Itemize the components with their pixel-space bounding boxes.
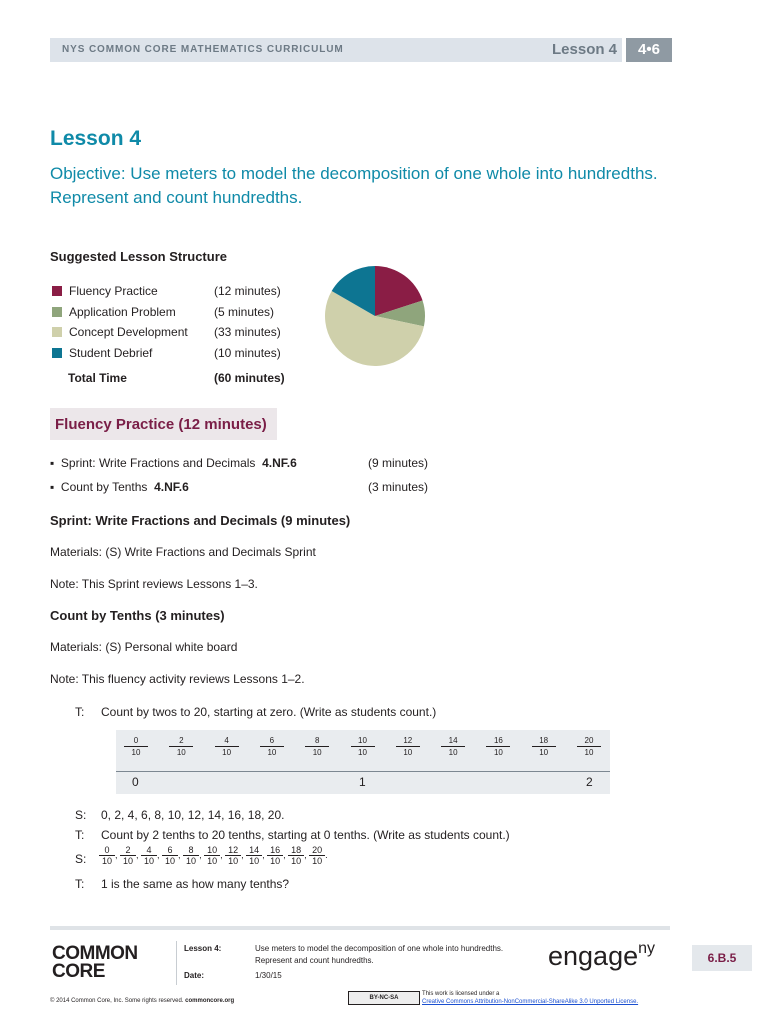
page-title: Lesson 4 [50, 127, 142, 150]
structure-minutes: (33 minutes) [214, 325, 281, 339]
copyright-site: commoncore.org [185, 998, 235, 1004]
separator: , [241, 849, 247, 860]
speaker-students: S: [75, 852, 87, 866]
number-line-fraction: $\frac{16}{10}$ [486, 736, 510, 757]
teacher-line: Count by twos to 20, starting at zero. (Write as students count.) [101, 705, 437, 719]
footer-bar [50, 926, 670, 930]
number-line-fraction: $\frac{6}{10}$ [260, 736, 284, 757]
curriculum-title: NYS COMMON CORE MATHEMATICS CURRICULUM [62, 44, 344, 55]
separator: . [325, 849, 328, 860]
footer-lesson-text: Represent and count hundredths. [255, 956, 374, 965]
structure-item [52, 305, 176, 319]
number-line-fraction: $\frac{0}{10}$ [124, 736, 148, 757]
legend-swatch [52, 348, 62, 358]
license-text [422, 990, 638, 1006]
footer-lesson-text: Use meters to model the decomposition of one whole into hundredths. [255, 944, 504, 953]
whole-label: 2 [586, 775, 593, 789]
number-line [116, 771, 610, 772]
copyright [50, 998, 234, 1004]
structure-heading: Suggested Lesson Structure [50, 249, 227, 264]
separator: , [157, 849, 163, 860]
bullet-standard: 4.NF.6 [262, 456, 297, 470]
speaker-teacher: T: [75, 705, 85, 719]
cc-license-badge: BY-NC-SA [348, 991, 420, 1005]
separator: , [199, 849, 205, 860]
separator: , [115, 849, 121, 860]
number-line-fraction: $\frac{18}{10}$ [532, 736, 556, 757]
module-badge: 4•6 [626, 38, 672, 62]
license-link[interactable]: Creative Commons Attribution-NonCommercial-ShareAlike 3.0 Unported License. [422, 999, 639, 1005]
structure-item [52, 346, 152, 360]
number-line-fraction: $\frac{12}{10}$ [396, 736, 420, 757]
teacher-line: Count by 2 tenths to 20 tenths, starting at 0 tenths. (Write as students count.) [101, 828, 510, 842]
logo-line: CORE [52, 961, 105, 982]
separator: , [136, 849, 142, 860]
speaker-students: S: [75, 808, 87, 822]
total-minutes: (60 minutes) [214, 371, 285, 385]
bullet-minutes: (3 minutes) [368, 480, 429, 494]
logo-line: COMMON [52, 943, 138, 964]
number-line-fraction: $\frac{2}{10}$ [169, 736, 193, 757]
fluency-bullet: ▪ Sprint: Write Fractions and Decimals 4.NF.6 [50, 456, 297, 470]
student-fraction-sequence [99, 845, 328, 866]
legend-swatch [52, 307, 62, 317]
whole-label: 0 [132, 775, 139, 789]
structure-label: Fluency Practice [69, 284, 158, 298]
number-line-fraction: $\frac{10}{10}$ [351, 736, 375, 757]
structure-minutes: (12 minutes) [214, 284, 281, 298]
student-fraction: $\frac{2}{10}$ [120, 845, 136, 866]
structure-label: Student Debrief [69, 346, 153, 360]
logo-text: engage [548, 941, 639, 971]
footer-date: 1/30/15 [255, 971, 282, 980]
student-fraction: $\frac{0}{10}$ [99, 845, 115, 866]
student-fraction: $\frac{10}{10}$ [204, 845, 220, 866]
structure-label: Application Problem [69, 305, 176, 319]
student-fraction: $\frac{12}{10}$ [225, 845, 241, 866]
sprint-note: Note: This Sprint reviews Lessons 1–3. [50, 577, 258, 591]
footer-date-label: Date: [184, 971, 205, 980]
student-fraction: $\frac{14}{10}$ [246, 845, 262, 866]
license-line: This work is licensed under a [422, 991, 500, 997]
legend-swatch [52, 286, 62, 296]
student-fraction: $\frac{16}{10}$ [267, 845, 283, 866]
common-core-logo [52, 945, 138, 981]
copyright-text: © 2014 Common Core, Inc. Some rights reserved. [50, 998, 184, 1004]
count-materials: Materials: (S) Personal white board [50, 640, 238, 654]
sprint-materials: Materials: (S) Write Fractions and Decimals Sprint [50, 545, 316, 559]
count-heading: Count by Tenths (3 minutes) [50, 608, 225, 623]
fluency-heading: Fluency Practice (12 minutes) [55, 416, 267, 433]
whole-label: 1 [359, 775, 366, 789]
separator: , [178, 849, 184, 860]
separator: , [220, 849, 226, 860]
separator: , [304, 849, 310, 860]
count-note: Note: This fluency activity reviews Lessons 1–2. [50, 672, 305, 686]
bullet-text: Count by Tenths [60, 480, 148, 494]
speaker-teacher: T: [75, 877, 85, 891]
number-line-fraction: $\frac{14}{10}$ [441, 736, 465, 757]
total-label: Total Time [68, 371, 127, 385]
structure-label: Concept Development [69, 325, 188, 339]
student-fraction: $\frac{18}{10}$ [288, 845, 304, 866]
logo-text: ny [638, 940, 656, 957]
student-fraction: $\frac{4}{10}$ [141, 845, 157, 866]
sprint-heading: Sprint: Write Fractions and Decimals (9 minutes) [50, 513, 351, 528]
number-line-fraction: $\frac{4}{10}$ [215, 736, 239, 757]
structure-minutes: (5 minutes) [214, 305, 275, 319]
number-line-fraction: $\frac{8}{10}$ [305, 736, 329, 757]
bullet-standard: 4.NF.6 [154, 480, 189, 494]
structure-item [52, 284, 158, 298]
structure-item [52, 325, 188, 339]
bullet-text: Sprint: Write Fractions and Decimals [60, 456, 256, 470]
lesson-structure-pie [324, 265, 426, 367]
objective: Objective: Use meters to model the decomposition of one whole into hundredths. Represent and count hundredths. [50, 164, 658, 207]
student-fraction: $\frac{20}{10}$ [309, 845, 325, 866]
separator: , [262, 849, 268, 860]
fluency-bullet: ▪ Count by Tenths 4.NF.6 [50, 480, 189, 494]
legend-swatch [52, 327, 62, 337]
structure-minutes: (10 minutes) [214, 346, 281, 360]
page-number: 6.B.5 [692, 945, 752, 971]
student-line: 0, 2, 4, 6, 8, 10, 12, 14, 16, 18, 20. [101, 808, 285, 822]
footer-lesson-label: Lesson 4: [184, 944, 222, 953]
engageny-logo [548, 940, 655, 972]
student-fraction: $\frac{6}{10}$ [162, 845, 178, 866]
footer-divider [176, 941, 177, 985]
number-line-fraction: $\frac{20}{10}$ [577, 736, 601, 757]
student-fraction: $\frac{8}{10}$ [183, 845, 199, 866]
separator: , [283, 849, 289, 860]
speaker-teacher: T: [75, 828, 85, 842]
header-lesson: Lesson 4 [552, 41, 618, 58]
bullet-minutes: (9 minutes) [368, 456, 429, 470]
teacher-line: 1 is the same as how many tenths? [101, 877, 290, 891]
